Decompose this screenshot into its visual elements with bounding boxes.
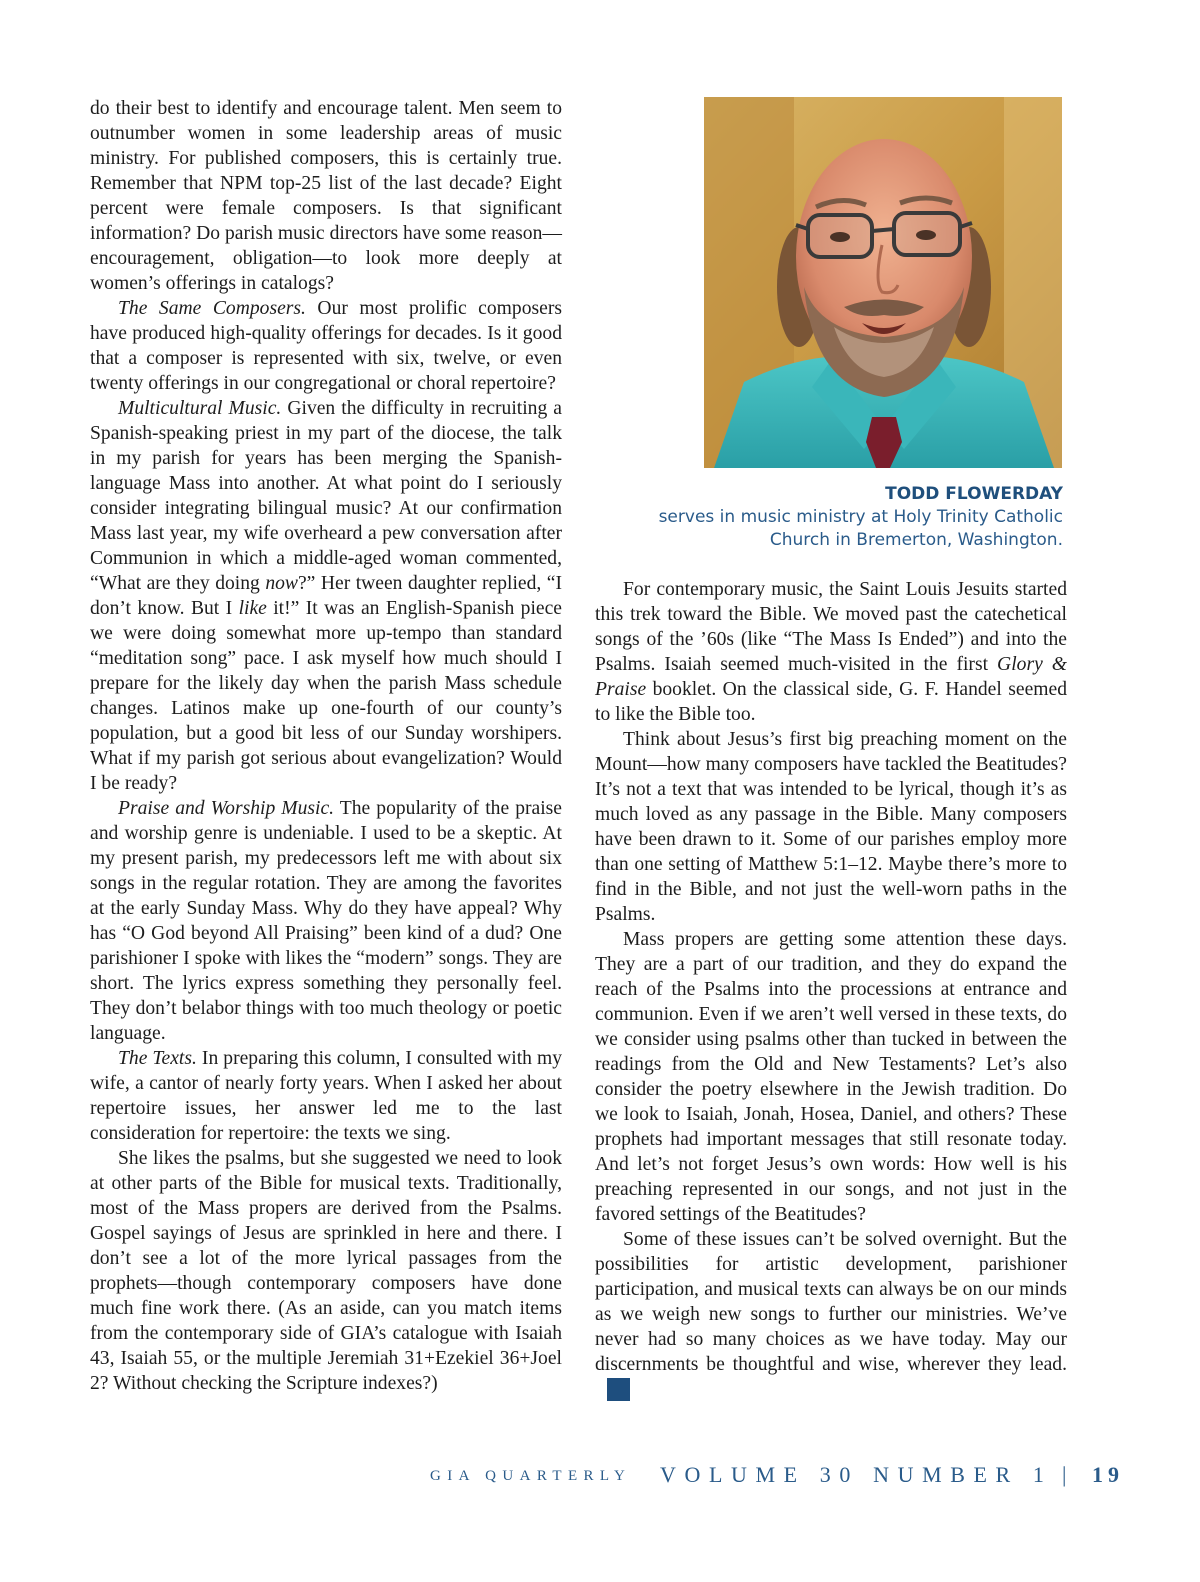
paragraph-text: do their best to identify and encourage talent. Men seem to outnumber women in some leadership areas of music ministry. For published composers, this is certainly true. Remember that NPM top-25 list of the last decade? Eight percent were female composers. Is that significant information? Do parish music directors have some reason—encouragement, obligation—to look more deeply at women’s offerings in catalogs? [90, 98, 562, 294]
volume-number: VOLUME 30 NUMBER 1 [660, 1462, 1053, 1487]
author-portrait [704, 97, 1062, 468]
section-heading: The Texts. [118, 1048, 197, 1069]
paragraph-text: it!” It was an English-Spanish piece we were doing somewhat more up-tempo than standard “meditation song” pace. I ask myself how much should I prepare for the likely day when the parish Mass schedule changes. Latinos make up one-fourth of our county’s population, but a good bit less of our Sunday worshipers. What if my parish got serious about evangelization? Would I be ready? [90, 598, 562, 794]
paragraph [90, 96, 562, 296]
paragraph-text: Our most prolific composers have produced high-quality offerings for decades. Is it good that a composer is represented with six, twelve, or even twenty offerings in our congregational or choral repertoire? [90, 298, 562, 394]
section-heading: The Same Composers. [118, 298, 306, 319]
section-heading: Praise and Worship Music. [118, 798, 335, 819]
paragraph-text: In preparing this column, I consulted with my wife, a cantor of nearly forty years. When I asked her about repertoire issues, her answer led me to the last consideration for repertoire: the texts we sing. [90, 1048, 562, 1144]
paragraph [90, 796, 562, 1046]
paragraph-text: ?” Her tween daughter replied, “I don’t know. But I [90, 573, 562, 619]
paragraph [595, 727, 1067, 927]
page-number: 19 [1092, 1462, 1124, 1487]
paragraph [90, 296, 562, 396]
end-of-article-square-icon [607, 1378, 630, 1401]
author-photo [704, 97, 1062, 468]
article-left-column [90, 96, 562, 1396]
paragraph [595, 577, 1067, 727]
article-right-column [595, 577, 1067, 1402]
footer-separator: | [1062, 1462, 1067, 1487]
paragraph-text: The popularity of the praise and worship genre is undeniable. I used to be a skeptic. At my present parish, my predecessors left me with about six songs in the regular rotation. They are among the favorites at the early Sunday Mass. Why do they have appeal? Why has “O God beyond All Praising” been kind of a dud? One parishioner I spoke with likes the “modern” songs. They are short. The lyrics express something they personally feel. They don’t belabor things with too much theology or poetic language. [90, 798, 562, 1044]
author-bio: serves in music ministry at Holy Trinity Catholic Church in Bremerton, Washington. [658, 507, 1063, 550]
paragraph-text: Think about Jesus’s first big preaching moment on the Mount—how many composers have tackled the Beatitudes? It’s not a text that was intended to be lyrical, though it’s as much loved as any passage in the Bible. Many composers have been drawn to it. Some of our parishes employ more than one setting of Matthew 5:1–12. Maybe there’s more to find in the Bible, and not just the well-worn paths in the Psalms. [595, 729, 1067, 925]
publication-name: GIA QUARTERLY [430, 1468, 632, 1484]
author-name: TODD FLOWERDAY [885, 484, 1063, 504]
paragraph [90, 1046, 562, 1146]
paragraph-text: booklet. On the classical side, G. F. Handel seemed to like the Bible too. [595, 679, 1067, 725]
paragraph-text: Some of these issues can’t be solved overnight. But the possibilities for artistic development, parishioner participation, and musical texts can always be on our minds as we weigh new songs to further our ministries. We’ve never had so many choices as we have today. May our discernments be thoughtful and wise, wherever they lead. [595, 1229, 1067, 1375]
section-heading: Multicultural Music. [118, 398, 282, 419]
paragraph-text: Mass propers are getting some attention these days. They are a part of our tradition, and they do expand the reach of the Psalms into the processions at entrance and communion. Even if we aren’t well versed in these texts, do we consider using psalms other than tucked in between the readings from the Old and New Testaments? Let’s also consider the poetry elsewhere in the Jewish tradition. Do we look to Isaiah, Jonah, Hosea, Daniel, and others? These prophets had important messages that still resonate today. And let’s not forget Jesus’s own words: How well is his preaching represented in our songs, and not just in the favored settings of the Beatitudes? [595, 929, 1067, 1225]
paragraph [595, 1227, 1067, 1402]
paragraph-text: For contemporary music, the Saint Louis Jesuits started this trek toward the Bible. We moved past the catechetical songs of the ’60s (like “The Mass Is Ended”) and into the Psalms. Isaiah seemed much-visited in the first [595, 579, 1067, 675]
paragraph [90, 1146, 562, 1396]
page-footer [420, 1462, 1130, 1492]
emphasis-text: Glory & Praise [595, 654, 1068, 700]
emphasis-text: like [238, 598, 267, 619]
emphasis-text: now [265, 573, 298, 594]
paragraph-text: Given the difficulty in recruiting a Spanish-speaking priest in my part of the diocese, the talk in my parish for years has been merging the Spanish-language Mass into another. At what point do I seriously consider integrating bilingual music? At our confirmation Mass last year, my wife overheard a pew conversation after Communion in which a middle-aged woman commented, “What are they doing [90, 398, 562, 594]
paragraph [90, 396, 562, 796]
photo-caption [600, 482, 1063, 552]
paragraph [595, 927, 1067, 1227]
paragraph-text: She likes the psalms, but she suggested we need to look at other parts of the Bible for musical texts. Traditionally, most of the Mass propers are derived from the Psalms. Gospel sayings of Jesus are sprinkled in here and there. I don’t see a lot of the more lyrical passages from the prophets—though contemporary composers have done much fine work there. (As an aside, can you match items from the contemporary side of GIA’s catalogue with Isaiah 43, Isaiah 55, or the multiple Jeremiah 31+Ezekiel 36+Joel 2? Without checking the Scripture indexes?) [90, 1148, 562, 1394]
